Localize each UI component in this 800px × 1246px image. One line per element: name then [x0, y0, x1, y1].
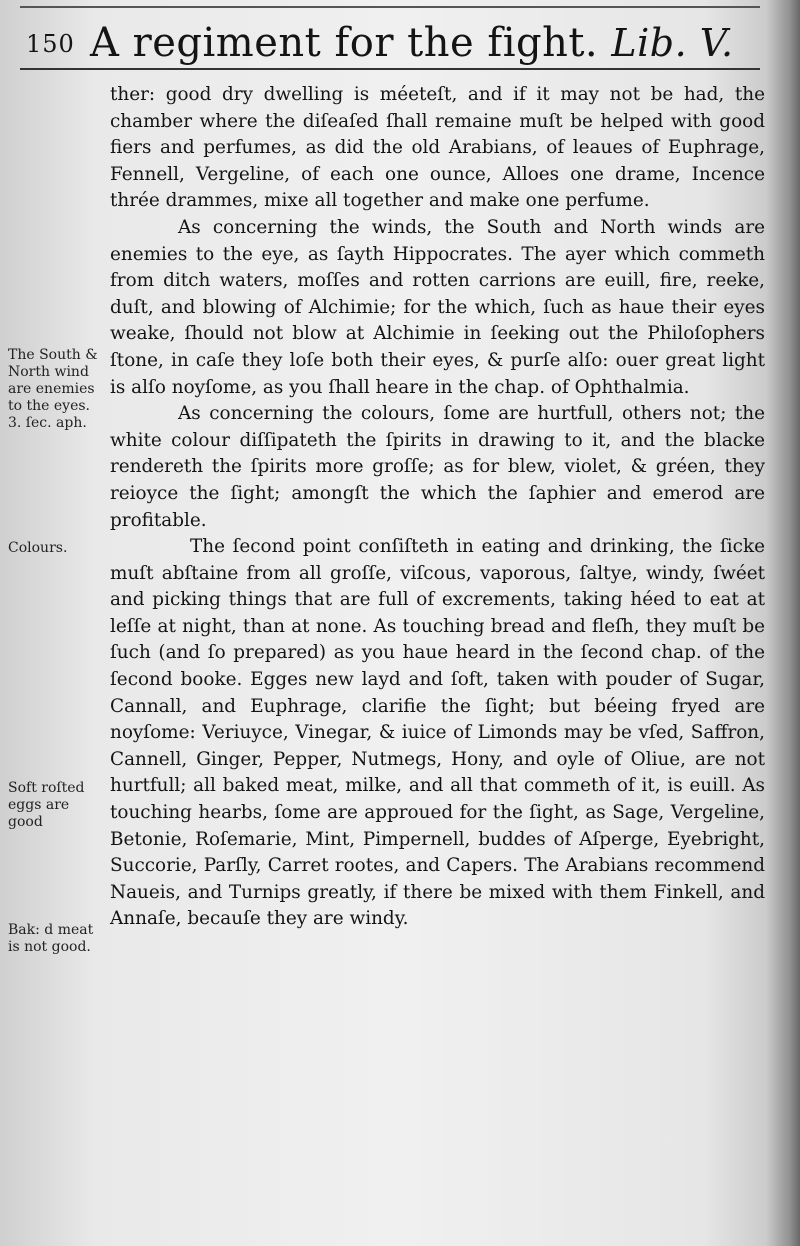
- margin-note-eggs: Soft roſted eggs are good: [8, 780, 85, 830]
- margin-notes: [8, 0, 106, 1246]
- margin-note-colours: Colours.: [8, 540, 68, 556]
- top-border-rule: [20, 6, 760, 8]
- paragraph-continuation: ther: good dry dwelling is méeteſt, and if it may not be had, the chamber where the diſeaſed ſhall remaine muſt be helped with good fiers and perfumes, as did the old Arabians, of leaues of Euphrage, Fennell, Vergeline, of each one ounce, Alloes one drame, Incence thrée drammes, mixe all together and make one perfume.: [110, 84, 765, 212]
- paragraph-colours: As concerning the colours, ſome are hurtfull, others not; the white colour diſſipateth the ſpirits in drawing to it, and the blacke rendereth the ſpirits more groſſe; as for blew, violet, & gréen, they reioyce the ſight; amongſt the which the ſaphier and emerod are profitable.: [110, 403, 765, 531]
- header-rule: [20, 68, 760, 70]
- paragraph-eating-drinking: The ſecond point conſiſteth in eating and drinking, the ſicke muſt abſtaine from all groſſe, viſcous, vaporous, ſaltye, windy, ſwéet and picking things that are full of excrements, taking héed to eat at leſſe at night, than at none. As touching bread and fleſh, they muſt be ſuch (and ſo prepared) as you haue heard in the ſecond chap. of the ſecond booke. Egges new layd and ſoft, taken with pouder of Sugar, Cannall, and Euphrage, clarifie the ſight; but béeing fryed are noyſome: Veriuyce, Vinegar, & iuice of Limonds may be vſed, Saffron, Cannell, Ginger, Pepper, Nutmegs, Hony, and oyle of Oliue, are not hurtfull; all baked meat, milke, and all that commeth of it, is euill. As touching hearbs, ſome are approued for the ſight, as Sage, Vergeline, Betonie, Roſemarie, Mint, Pimpernell, buddes of Aſperge, Eyebright, Succorie, Parſly, Carret rootes, and Capers. The Arabians recommend Naueis, and Turnips greatly, if there be mixed with them Finkell, and Annaſe, becauſe they are windy.: [110, 536, 765, 930]
- running-title: [90, 20, 734, 66]
- running-title-text: A regiment for the fight.: [90, 20, 599, 66]
- margin-note-baked-meat: Bak: d meat is not good.: [8, 922, 94, 955]
- body-text: [110, 82, 765, 933]
- binding-shadow: [766, 0, 800, 1246]
- page-header: [26, 16, 766, 68]
- margin-note-winds: The South & North wind are enemies to the eyes. 3. ſec. aph.: [8, 347, 98, 431]
- page-number: 150: [26, 30, 75, 58]
- paragraph-winds: As concerning the winds, the South and North winds are enemies to the eye, as ſayth Hippocrates. The ayer which commeth from ditch waters, moſſes and rotten carrions are euill, fire, reeke, duſt, and blowing of Alchimie; for the which, ſuch as haue their eyes weake, ſhould not blow at Alchimie in ſeeking out the Philoſophers ſtone, in caſe they loſe both their eyes, & purſe alſo: ouer great light is alſo noyſome, as you ſhall heare in the chap. of Ophthalmia.: [110, 216, 765, 398]
- book-reference: Lib. V.: [611, 21, 734, 65]
